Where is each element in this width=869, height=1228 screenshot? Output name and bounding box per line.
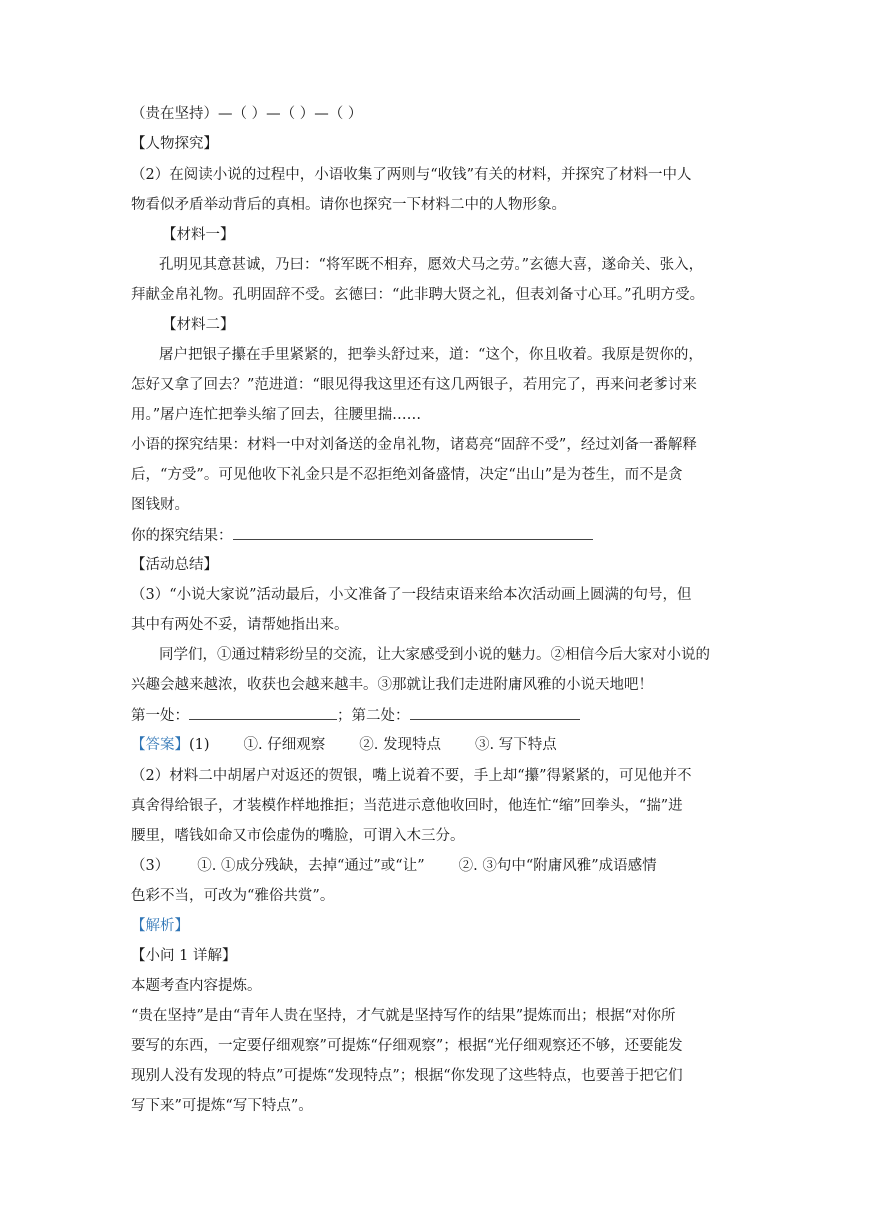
answer-2-line-1: （2）材料二中胡屠户对返还的贺银，嘴上说着不要，手上却“攥”得紧紧的，可见他并不 (131, 768, 692, 784)
research-result-line-1: 小语的探究结果：材料一中对刘备送的金帛礼物，诸葛亮“固辞不受”，经过刘备一番解释 (131, 437, 697, 453)
answer-2-line-2: 真舍得给银子，才装模作样地推拒；当范进示意他收回时，他连忙“缩”回拳头，“揣”进 (131, 798, 683, 814)
question-2-line-2: 物看似矛盾举动背后的真相。请你也探究一下材料二中的人物形象。 (131, 197, 566, 213)
section-heading-character-study: 【人物探究】 (131, 136, 218, 152)
your-result-line (131, 525, 593, 545)
question-3-line-1: （3）“小说大家说”活动最后，小文准备了一段结束语来给本次活动画上圆满的句号，但 (131, 587, 692, 603)
answer-1-item-2: ②. 发现特点 (359, 737, 441, 753)
your-result-label: 你的探究结果： (131, 528, 233, 544)
material-one-line-2: 拜献金帛礼物。孔明固辞不受。玄德曰：“此非聘大贤之礼，但表刘备寸心耳。”孔明方受。 (131, 287, 705, 303)
your-result-blank[interactable] (233, 525, 593, 540)
section-heading-summary: 【活动总结】 (131, 557, 218, 573)
material-two-heading: 【材料二】 (162, 317, 235, 333)
analysis-line-2: “贵在坚持”是由“青年人贵在坚持，才气就是坚持写作的结果”提炼而出；根据“对你所 (131, 1008, 676, 1024)
analysis-line-4: 现别人没有发现的特点”可提炼“发现特点”；根据“你发现了这些特点，也要善于把它们 (131, 1068, 683, 1084)
answer-1-number: (1) (189, 737, 210, 753)
closing-speech-line-2: 兴趣会越来越浓，收获也会越来越丰。③那就让我们走进附庸风雅的小说天地吧！ (131, 677, 653, 693)
second-error-blank[interactable] (410, 705, 580, 720)
answer-3-line-2: 色彩不当，可改为“雅俗共赏”。 (131, 888, 335, 904)
answer-1-item-3: ③. 写下特点 (474, 737, 557, 753)
material-one-line-1: 孔明见其意甚诚，乃曰：“将军既不相弃，愿效犬马之劳。”玄德大喜，遂命关、张入， (159, 257, 704, 273)
answer-3-item-2: ②. ③句中“附庸风雅”成语感情 (458, 858, 657, 874)
subquestion-1-heading: 【小问 1 详解】 (131, 948, 237, 964)
answer-1-item-1: ①. 仔细观察 (243, 737, 326, 753)
research-result-line-3: 图钱财。 (131, 497, 189, 513)
material-two-line-2: 怎好又拿了回去？”范进道：“眼见得我这里还有这几两银子，若用完了，再来问老爹讨来 (131, 377, 697, 393)
analysis-tag: 【解析】 (131, 918, 189, 934)
analysis-line-3: 要写的东西，一定要仔细观察”可提炼“仔细观察”；根据“光仔细观察还不够，还要能发 (131, 1038, 683, 1054)
answer-2-line-3: 腰里，嗜钱如命又市侩虚伪的嘴脸，可谓入木三分。 (131, 828, 465, 844)
answer-3-line-1 (131, 856, 657, 876)
material-one-heading: 【材料一】 (162, 227, 235, 243)
material-two-line-1: 屠户把银子攥在手里紧紧的，把拳头舒过来，道：“这个，你且收着。我原是贺你的， (159, 347, 703, 363)
answer-line (131, 735, 557, 755)
first-error-blank[interactable] (189, 705, 337, 720)
answer-tag: 【答案】 (131, 737, 189, 753)
closing-speech-line-1: 同学们，①通过精彩纷呈的交流，让大家感受到小说的魅力。②相信今后大家对小说的 (159, 647, 710, 663)
first-error-label: 第一处： (131, 708, 189, 724)
material-two-line-3: 用。”屠户连忙把拳头缩了回去，往腰里揣…… (131, 407, 422, 423)
two-errors-line (131, 705, 580, 725)
analysis-line-1: 本题考查内容提炼。 (131, 978, 262, 994)
question-3-line-2: 其中有两处不妥，请帮她指出来。 (131, 617, 349, 633)
question-2-line-1: （2）在阅读小说的过程中，小语收集了两则与“收钱”有关的材料，并探究了材料一中人 (131, 167, 692, 183)
answer-chain-line: （贵在坚持）—（ ）—（ ）—（ ） (131, 106, 363, 122)
research-result-line-2: 后，“方受”。可见他收下礼金只是不忍拒绝刘备盛情，决定“出山”是为苍生，而不是贪 (131, 467, 683, 483)
second-error-label: ；第二处： (337, 708, 410, 724)
answer-3-item-1: ①. ①成分残缺，去掉“通过”或“让” (197, 858, 425, 874)
answer-3-number: （3） (131, 858, 170, 874)
analysis-line-5: 写下来”可提炼“写下特点”。 (131, 1098, 313, 1114)
